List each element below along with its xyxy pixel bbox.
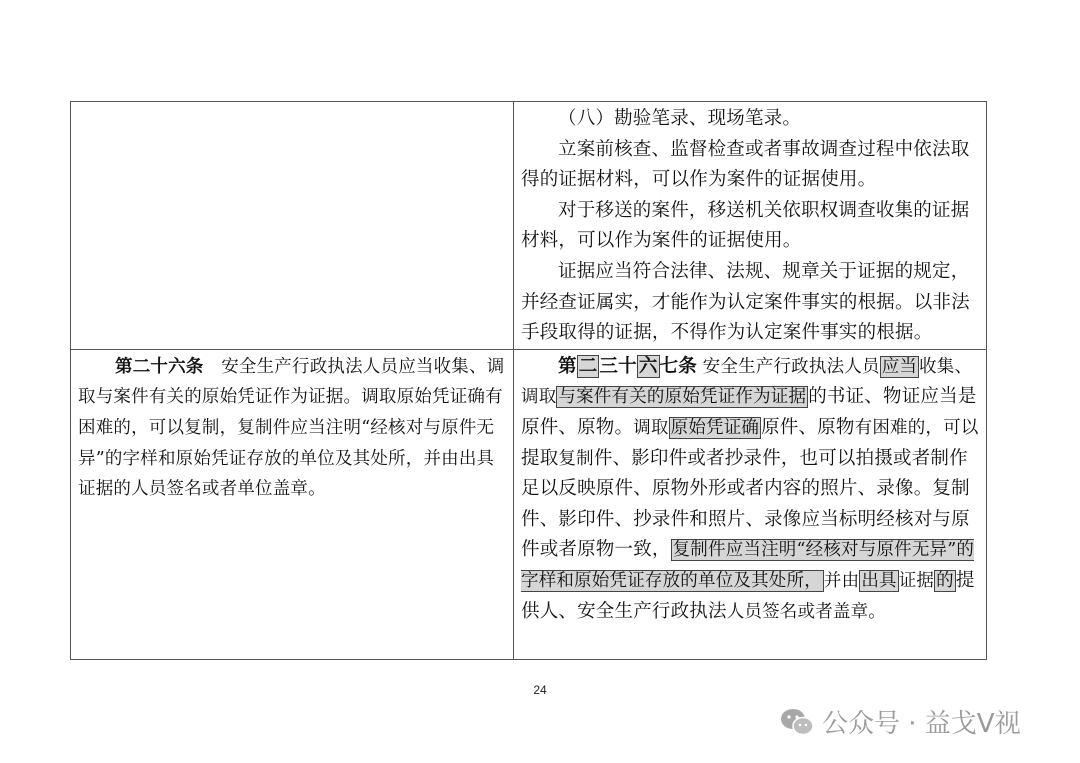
text-segment: 收集、调取 xyxy=(521,356,973,408)
text-segment: 七条 xyxy=(659,355,697,377)
text-segment: 有困难的，可以 xyxy=(854,417,979,438)
highlighted-text: 出具 xyxy=(861,570,897,591)
article-number: 第二十六条 xyxy=(115,356,204,377)
comparison-table xyxy=(70,101,987,660)
highlighted-text: 六 xyxy=(638,355,658,377)
table-row xyxy=(71,349,987,659)
watermark-text: 公众号 · 益戈V视 xyxy=(822,709,1021,739)
row2-right-cell xyxy=(514,349,987,659)
text-segment: 的书证、物证应当是原件、原物。 xyxy=(521,386,977,438)
text-segment: 并由 xyxy=(823,570,860,591)
old-article-paragraph xyxy=(78,352,507,505)
revised-article-paragraph xyxy=(521,352,980,627)
row1-left-text xyxy=(71,102,513,104)
text-segment: 提供人、安全生产行政执法 xyxy=(521,569,975,622)
paragraph: 立案前核查、监督检查或者事故调查过程中依法取得的证据材料，可以作为案件的证据使用。 xyxy=(521,138,970,191)
highlighted-text: 原始凭证确 xyxy=(670,417,760,438)
paragraph: 对于移送的案件，移送机关依职权调查收集的证据材料，可以作为案件的证据使用。 xyxy=(521,199,970,252)
text-segment: 安全生产行政执法人员 xyxy=(696,356,880,377)
row1-right-cell xyxy=(514,102,987,350)
text-segment: 三十 xyxy=(599,355,637,377)
text-segment: 提取 xyxy=(521,447,559,469)
paragraph: 证据应当符合法律、法规、规章关于证据的规定，并经查证属实，才能作为认定案件事实的根据。以非法手段取得的证据，不得作为认定案件事实的根据。 xyxy=(521,260,970,344)
highlighted-text: 应当 xyxy=(881,356,918,377)
highlighted-text: 与案件有关的原始凭证作为证据 xyxy=(558,387,807,408)
page-number: 24 xyxy=(533,683,547,697)
text-segment: 第 xyxy=(558,355,577,377)
text-segment: 调取 xyxy=(633,417,669,438)
watermark xyxy=(780,703,1021,740)
highlighted-text: 的 xyxy=(936,570,954,591)
article-text: 安全生产行政执法人员应当收集、调取与案件有关的原始凭证作为证据。调取原始凭证确有困难的，可以复制，复制件应当注明“经核对与原件无异”的字样和原始凭证存放的单位及其处所，并由出具证据的人员签名或者单位盖章。 xyxy=(78,356,505,500)
wechat-icon xyxy=(780,707,814,737)
row2-left-cell xyxy=(71,349,514,659)
text-segment: 人员签名或者盖章。 xyxy=(726,601,887,622)
paragraph: （八）勘验笔录、现场笔录。 xyxy=(558,108,802,129)
table-row xyxy=(71,102,987,350)
highlighted-text: 二 xyxy=(578,355,598,377)
text-segment: 证据 xyxy=(898,570,935,591)
text-segment: 原件、原物 xyxy=(761,416,855,438)
row1-left-cell xyxy=(71,102,514,350)
text-segment: 复制 xyxy=(558,448,594,469)
text-segment: 件、影印件或者抄录件，也可以拍摄或者制作足以反映原件、原物外形或者内容的照片、录像。复制件、影印件、抄录件和照片、录像应当标明经核对与原件或者原物一致， xyxy=(521,447,970,561)
highlighted-text: 复制件应当注明“经核对与原件无异”的字样和原始凭证存放的单位及其处所， xyxy=(521,540,975,591)
